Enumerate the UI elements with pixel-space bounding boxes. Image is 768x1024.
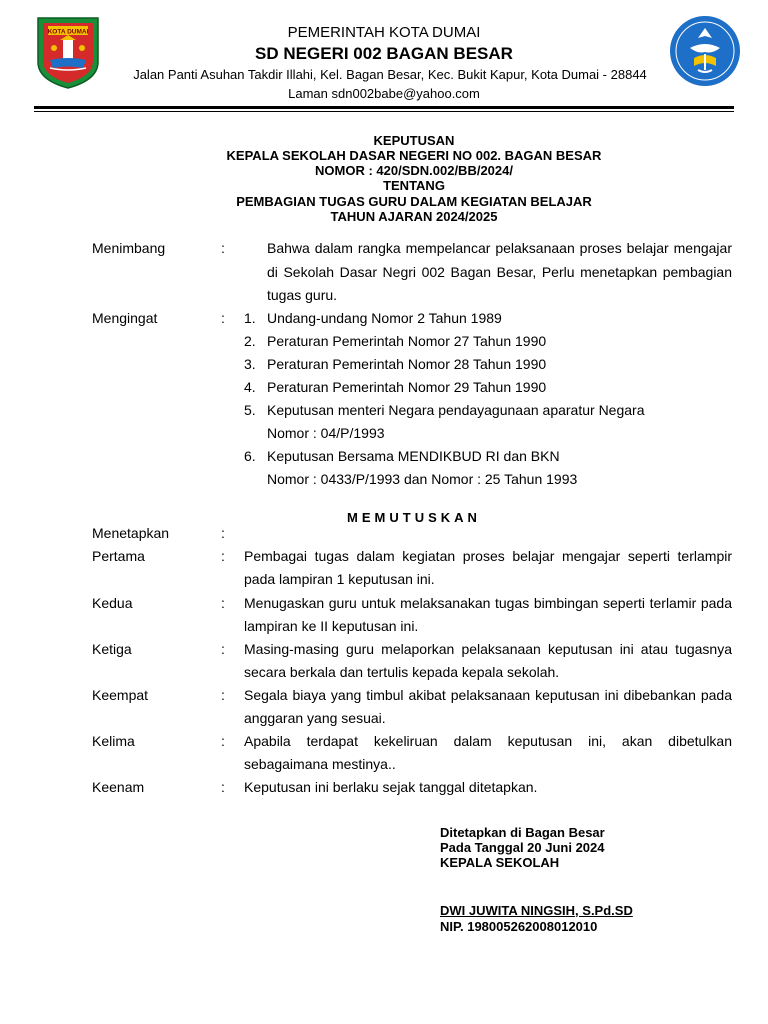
decision-label: Kedua xyxy=(92,595,133,611)
decree-subject: PEMBAGIAN TUGAS GURU DALAM KEGIATAN BELAJAR xyxy=(236,194,592,209)
decree-academic-year: TAHUN AJARAN 2024/2025 xyxy=(330,209,498,224)
mengingat-item-text: Nomor : 0433/P/1993 dan Nomor : 25 Tahun 1993 xyxy=(267,471,578,487)
mengingat-colon: : xyxy=(221,310,225,326)
government-name: PEMERINTAH KOTA DUMAI xyxy=(287,24,481,41)
mengingat-item-text: Keputusan menteri Negara pendayagunaan aparatur Negara xyxy=(267,402,645,418)
decision-label: Keenam xyxy=(92,779,145,795)
mengingat-item-number: 2. xyxy=(244,333,256,349)
menimbang-colon: : xyxy=(221,240,225,256)
mengingat-item-number: 5. xyxy=(244,402,256,418)
mengingat-item-text: Peraturan Pemerintah Nomor 29 Tahun 1990 xyxy=(267,379,547,395)
school-name: SD NEGERI 002 BAGAN BESAR xyxy=(255,44,513,63)
decision-text: secara berkala dan tertulis kepada kepala sekolah. xyxy=(244,664,560,680)
mengingat-item-number: 3. xyxy=(244,356,256,372)
decision-text: Masing-masing guru melaporkan pelaksanaan keputusan ini atau tugasnya xyxy=(244,641,732,657)
decision-text: Menugaskan guru untuk melaksanakan tugas bimbingan seperti terlamir pada xyxy=(244,595,732,611)
menimbang-label: Menimbang xyxy=(92,240,166,256)
mengingat-item-text: Peraturan Pemerintah Nomor 28 Tahun 1990 xyxy=(267,356,547,372)
menetapkan-label: Menetapkan xyxy=(92,525,170,541)
decision-text: anggaran yang sesuai. xyxy=(244,710,386,726)
decision-colon: : xyxy=(221,595,225,611)
menetapkan-colon: : xyxy=(221,525,225,541)
decision-text: Segala biaya yang timbul akibat pelaksanaan keputusan ini dibebankan pada xyxy=(244,687,732,703)
mengingat-label: Mengingat xyxy=(92,310,158,326)
signatory-nip: NIP. 198005262008012010 xyxy=(440,919,598,934)
decision-colon: : xyxy=(221,641,225,657)
mengingat-item-number: 1. xyxy=(244,310,256,326)
mengingat-item-text: Keputusan Bersama MENDIKBUD RI dan BKN xyxy=(267,448,560,464)
mengingat-item-number: 4. xyxy=(244,379,256,395)
letterhead-rule-thin xyxy=(34,111,734,112)
decision-colon: : xyxy=(221,779,225,795)
decision-colon: : xyxy=(221,548,225,564)
school-email: Laman sdn002babe@yahoo.com xyxy=(288,86,480,101)
signature-date: Pada Tanggal 20 Juni 2024 xyxy=(440,840,605,855)
decision-text: pada lampiran 1 keputusan ini. xyxy=(244,571,435,587)
decision-text: Pembagai tugas dalam kegiatan proses belajar mengajar seperti terlampir xyxy=(244,548,732,564)
decree-about: TENTANG xyxy=(383,178,445,193)
mengingat-item-number: 6. xyxy=(244,448,256,464)
decision-text: lampiran ke II keputusan ini. xyxy=(244,618,419,634)
kota-dumai-logo-text: KOTA DUMAI xyxy=(47,28,89,36)
menimbang-line: di Sekolah Dasar Negri 002 Bagan Besar, Perlu menetapkan pembagian xyxy=(267,264,732,280)
decision-colon: : xyxy=(221,733,225,749)
decision-text: Keputusan ini berlaku sejak tanggal ditetapkan. xyxy=(244,779,538,795)
decree-number: NOMOR : 420/SDN.002/BB/2024/ xyxy=(315,163,513,178)
decree-heading: KEPUTUSAN xyxy=(373,133,455,148)
decision-colon: : xyxy=(221,687,225,703)
signatory-name: DWI JUWITA NINGSIH, S.Pd.SD xyxy=(440,903,633,918)
mengingat-item-text: Nomor : 04/P/1993 xyxy=(267,425,385,441)
decision-text: sebagaimana mestinya.. xyxy=(244,756,396,772)
decision-label: Keempat xyxy=(92,687,149,703)
letterhead-rule-thick xyxy=(34,106,734,109)
memutuskan-heading: MEMUTUSKAN xyxy=(347,510,481,525)
signature-role: KEPALA SEKOLAH xyxy=(440,855,560,870)
decision-label: Pertama xyxy=(92,548,145,564)
mengingat-item-text: Undang-undang Nomor 2 Tahun 1989 xyxy=(267,310,502,326)
signature-place: Ditetapkan di Bagan Besar xyxy=(440,825,605,840)
menimbang-line: Bahwa dalam rangka mempelancar pelaksanaan proses belajar mengajar xyxy=(267,240,732,256)
mengingat-item-text: Peraturan Pemerintah Nomor 27 Tahun 1990 xyxy=(267,333,547,349)
decree-issuer: KEPALA SEKOLAH DASAR NEGERI NO 002. BAGAN BESAR xyxy=(226,148,602,163)
school-address: Jalan Panti Asuhan Takdir Illahi, Kel. Bagan Besar, Kec. Bukit Kapur, Kota Dumai - 28844 xyxy=(133,67,647,82)
menimbang-line: tugas guru. xyxy=(267,287,338,303)
decision-label: Kelima xyxy=(92,733,135,749)
decision-text: Apabila terdapat kekeliruan dalam keputusan ini, akan dibetulkan xyxy=(244,733,732,749)
decision-label: Ketiga xyxy=(92,641,132,657)
